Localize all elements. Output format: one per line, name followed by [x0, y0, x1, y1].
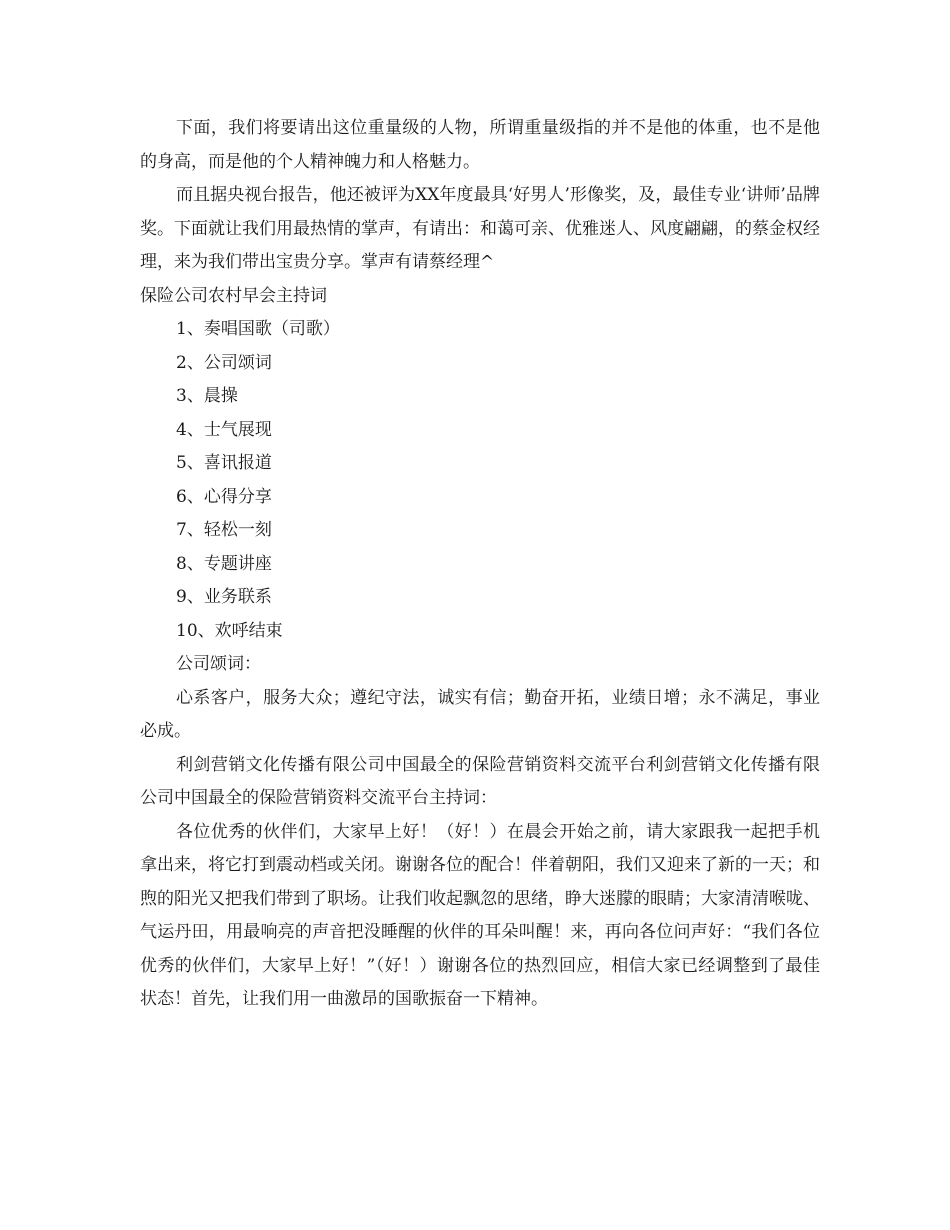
agenda-item: 7、轻松一刻 [176, 520, 272, 540]
document-body [140, 112, 820, 1017]
agenda-item: 9、业务联系 [176, 587, 272, 607]
agenda-item: 10、欢呼结束 [176, 620, 283, 641]
agenda-item: 2、公司颂词 [176, 352, 272, 373]
agenda-item: 1、奏唱国歌（司歌） [176, 319, 340, 339]
agenda-item: 5、喜讯报道 [176, 453, 272, 473]
agenda-item: 8、专题讲座 [176, 553, 272, 574]
agenda-item: 4、士气展现 [176, 419, 272, 440]
host-speech: 各位优秀的伙伴们，大家早上好！（好！）在晨会开始之前，请大家跟我一起把手机拿出来，将它打到震动档或关闭。谢谢各位的配合！伴着朝阳，我们又迎来了新的一天；和煦的阳光又把我们带到了职场。让我们收起飘忽的思绪，睁大迷朦的眼睛；大家清清喉咙、气运丹田，用最响亮的声音把没睡醒的伙伴的耳朵叫醒！来，再向各位问声好：“我们各位优秀的伙伴们，大家早上好！”（好！）谢谢各位的热烈回应，相信大家已经调整到了最佳状态！首先，让我们用一曲激昂的国歌振奋一下精神。 [140, 821, 820, 1009]
intro-paragraph-2: 而且据央视台报告，他还被评为XX年度最具‘好男人’形像奖，及，最佳专业‘讲师’品牌奖。下面就让我们用最热情的掌声，有请出：和蔼可亲、优雅迷人、风度翩翩，的蔡金权经理，来为我们带出宝贵分享。掌声有请蔡经理^ [140, 185, 820, 272]
ode-label: 公司颂词： [176, 654, 261, 674]
agenda-item: 3、晨操 [176, 386, 238, 406]
agenda-list [140, 313, 820, 648]
watermark-paragraph: 利剑营销文化传播有限公司中国最全的保险营销资料交流平台利剑营销文化传播有限公司中国最全的保险营销资料交流平台主持词： [140, 754, 820, 808]
agenda-item: 6、心得分享 [176, 486, 272, 507]
ode-text: 心系客户，服务大众；遵纪守法，诚实有信；勤奋开拓，业绩日增；永不满足，事业必成。 [140, 687, 820, 741]
intro-paragraph-1: 下面，我们将要请出这位重量级的人物，所谓重量级指的并不是他的体重，也不是他的身高，而是他的个人精神魄力和人格魅力。 [140, 118, 820, 172]
section-title: 保险公司农村早会主持词 [140, 285, 327, 306]
